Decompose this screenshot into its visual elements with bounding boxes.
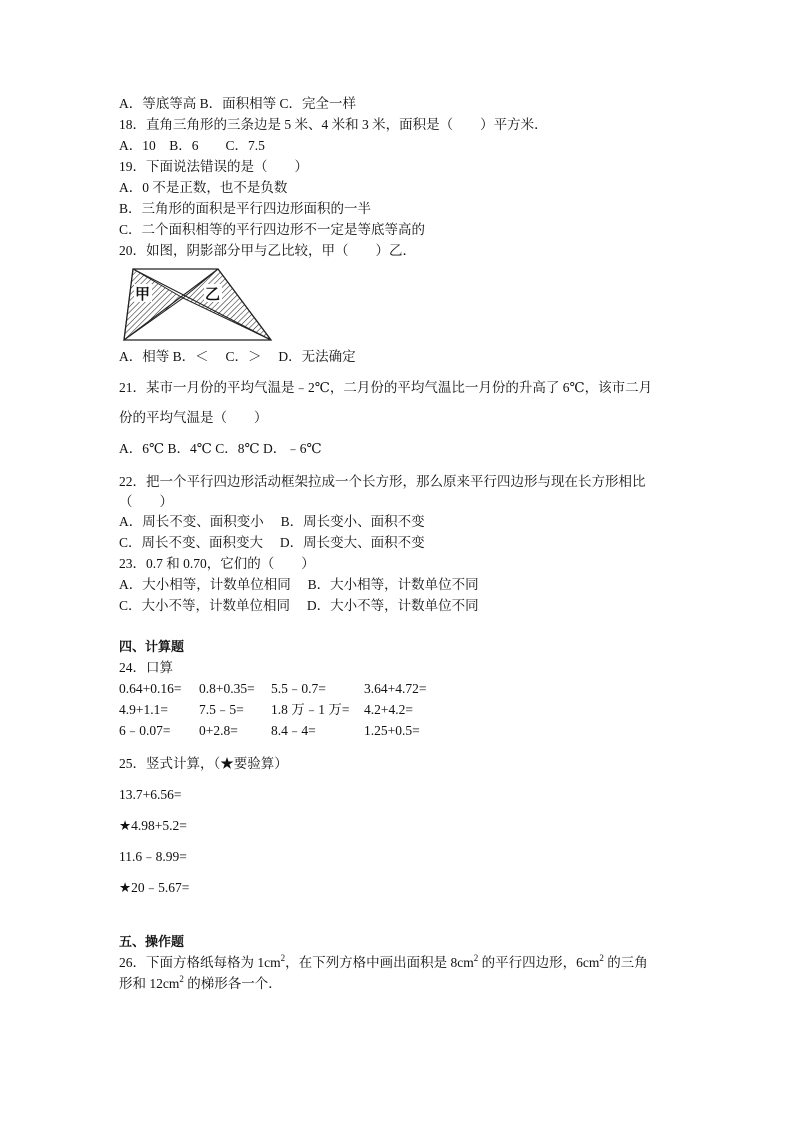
q24-item: 6﹣0.07= [119, 723, 171, 738]
q22-option-ab: A．周长不变、面积变小 B．周长变小、面积不变 [119, 514, 425, 529]
q24-item: 0+2.8= [199, 723, 238, 738]
q17-options: A．等底等高 B．面积相等 C．完全一样 [119, 96, 357, 111]
q22-stem-line2: （ ） [119, 494, 173, 509]
q19-option-c: C．二个面积相等的平行四边形不一定是等底等高的 [119, 222, 426, 237]
q26-line2: 形和 $12cm^2$ 的梯形各一个． [119, 974, 282, 991]
q25-item-2: ★4.98+5.2= [119, 818, 187, 833]
q24-item: 7.5﹣5= [199, 702, 244, 717]
q20-options: A．相等 B．＜ C．＞ D．无法确定 [119, 349, 356, 364]
q19-option-b: B．三角形的面积是平行四边形面积的一半 [119, 201, 372, 216]
q25-item-3: 11.6﹣8.99= [119, 849, 187, 864]
q24-item: 8.4﹣4= [271, 723, 316, 738]
q24-item: 5.5﹣0.7= [271, 681, 326, 696]
section-5-title: 五、操作题 [119, 935, 185, 950]
q22-option-cd: C．周长不变、面积变大 D．周长变大、面积不变 [119, 535, 425, 550]
q20-figure [118, 264, 278, 346]
q24-item: 0.8+0.35= [199, 681, 255, 696]
section-4-title: 四、计算题 [119, 640, 185, 655]
q24-item: 3.64+4.72= [364, 681, 427, 696]
q21-stem-line2: 份的平均气温是（ ） [119, 410, 268, 425]
q24-item: 1.8 万﹣1 万= [271, 702, 350, 717]
q24-item: 1.25+0.5= [364, 723, 420, 738]
q19-option-a: A．0 不是正数，也不是负数 [119, 180, 288, 195]
q21-stem-line1: 21．某市一月份的平均气温是﹣2℃，二月份的平均气温比一月份的升高了 6℃，该市二月 [119, 380, 653, 395]
q19-stem: 19．下面说法错误的是（ ） [119, 159, 308, 174]
q25-item-1: 13.7+6.56= [119, 787, 182, 802]
q24-item: 0.64+0.16= [119, 681, 182, 696]
q22-stem-line1: 22．把一个平行四边形活动框架拉成一个长方形，那么原来平行四边形与现在长方形相比 [119, 474, 646, 489]
q25-stem: 25．竖式计算，（★要验算） [119, 756, 288, 771]
label-yi: 乙 [205, 285, 221, 303]
q23-stem: 23．0.7 和 0.70，它们的（ ） [119, 556, 315, 571]
shaded-region-yi [183, 269, 271, 340]
q21-options: A．6℃ B．4℃ C．8℃ D．﹣6℃ [119, 441, 322, 456]
q24-item: 4.2+4.2= [364, 702, 413, 717]
q23-option-cd: C．大小不等，计数单位相同 D．大小不等，计数单位不同 [119, 598, 479, 613]
q26-line1: 26．下面方格纸每格为 $1cm^2$，在下列方格中画出面积是 $8cm^2$ 的平行四边形，$6cm^2$ 的三角 [119, 953, 648, 970]
q24-stem: 24．口算 [119, 660, 173, 675]
q20-stem: 20．如图，阴影部分甲与乙比较，甲（ ）乙． [119, 243, 416, 258]
label-jia: 甲 [135, 285, 151, 303]
q25-item-4: ★20﹣5.67= [119, 880, 190, 895]
q23-option-ab: A．大小相等，计数单位相同 B．大小相等，计数单位不同 [119, 577, 479, 592]
q18-options: A．10 B．6 C．7.5 [119, 138, 265, 153]
q18-stem: 18．直角三角形的三条边是 5 米、4 米和 3 米，面积是（ ）平方米． [119, 117, 548, 132]
q24-item: 4.9+1.1= [119, 702, 168, 717]
